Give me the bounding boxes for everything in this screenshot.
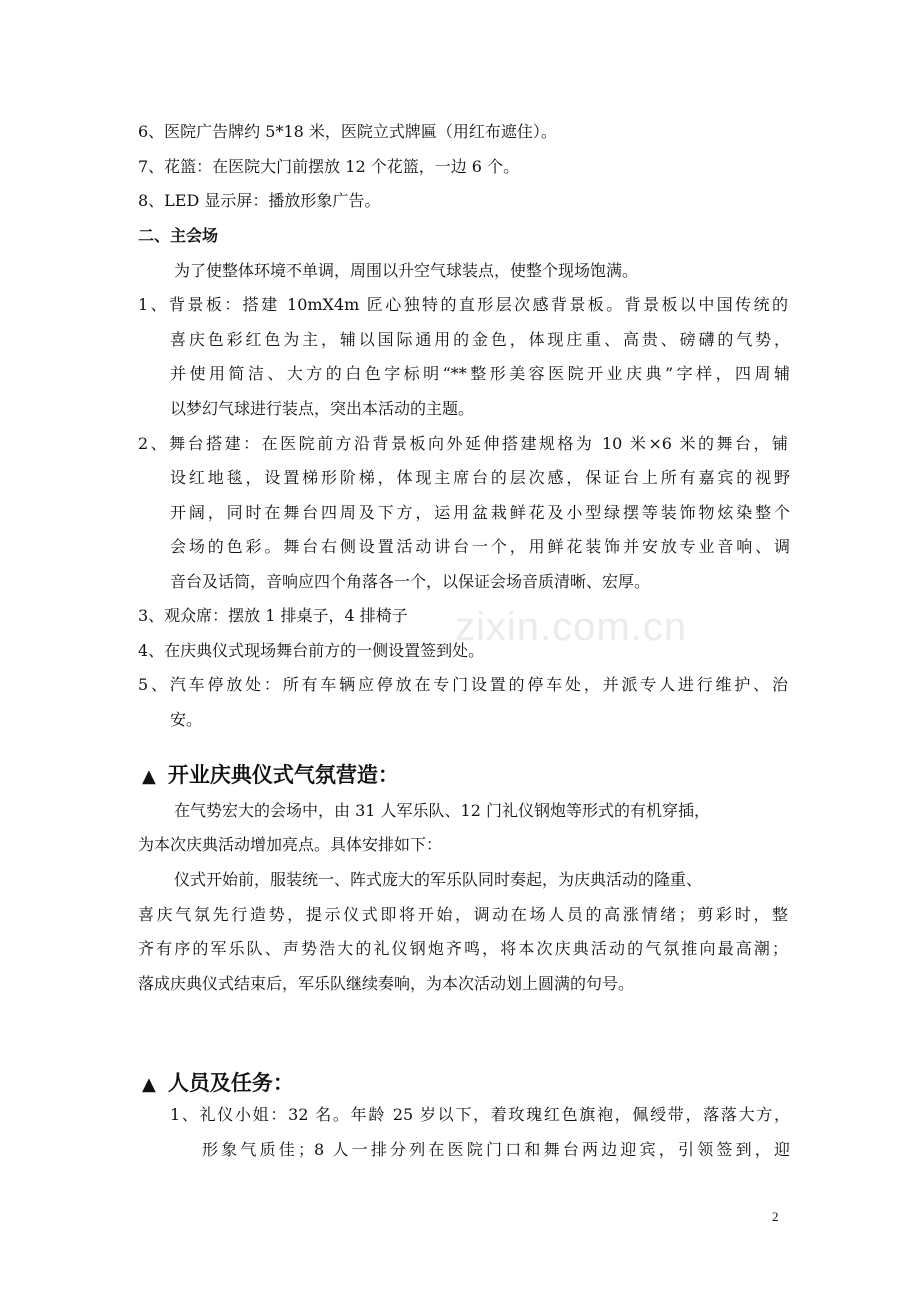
item-2-stage-line4: 会场的色彩。舞台右侧设置活动讲台一个，用鲜花装饰并安放专业音响、调: [170, 537, 790, 556]
item-2-stage-line5: 音台及话筒，音响应四个角落各一个，以保证会场音质清晰、宏厚。: [170, 572, 651, 591]
atmosphere-para2-line1: 仪式开始前，服装统一、阵式庞大的军乐队同时奏起，为庆典活动的隆重、: [174, 870, 703, 889]
item-7-flower-baskets: 7、花篮：在医院大门前摆放 12 个花篮，一边 6 个。: [138, 157, 520, 176]
item-1-backdrop-line3: 并使用简洁、大方的白色字标明“**整形美容医院开业庆典”字样，四周辅: [170, 364, 790, 383]
heading-staff: [142, 1070, 294, 1098]
heading-staff-text: 人员及任务：: [167, 1071, 294, 1095]
triangle-icon: ▲: [142, 766, 156, 787]
item-1-backdrop-line1: 1、背景板：搭建 10mX4m 匠心独特的直形层次感背景板。背景板以中国传统的: [138, 295, 788, 314]
item-4-sign-in: 4、在庆典仪式现场舞台前方的一侧设置签到处。: [138, 641, 485, 660]
watermark: zixin.com.cn: [455, 605, 688, 649]
item-1-backdrop-line4: 以梦幻气球进行装点，突出本活动的主题。: [170, 399, 475, 418]
item-2-stage-line1: 2、舞台搭建：在医院前方沿背景板向外延伸搭建规格为 10 米×6 米的舞台，铺: [138, 434, 788, 453]
item-2-stage-line2: 设红地毯，设置梯形阶梯，体现主席台的层次感，保证台上所有嘉宾的视野: [170, 468, 790, 487]
atmosphere-para1-line2: 为本次庆典活动增加亮点。具体安排如下：: [138, 835, 443, 854]
atmosphere-para1-line1: 在气势宏大的会场中，由 31 人军乐队、12 门礼仪钢炮等形式的有机穿插，: [174, 801, 710, 820]
atmosphere-para2-line4: 落成庆典仪式结束后，军乐队继续奏响，为本次活动划上圆满的句号。: [138, 974, 635, 993]
item-8-led-screen: 8、LED 显示屏：播放形象广告。: [138, 191, 381, 210]
atmosphere-para2-line2: 喜庆气氛先行造势，提示仪式即将开始，调动在场人员的高涨情绪；剪彩时，整: [138, 905, 788, 924]
item-1-backdrop-line2: 喜庆色彩红色为主，辅以国际通用的金色，体现庄重、高贵、磅礴的气势，: [170, 330, 790, 349]
item-3-audience: 3、观众席：摆放 1 排桌子，4 排椅子: [138, 606, 408, 625]
staff-item-1-line2: 形象气质佳；8 人一排分列在医院门口和舞台两边迎宾，引领签到，迎: [202, 1140, 790, 1159]
item-5-parking-line1: 5、汽车停放处：所有车辆应停放在专门设置的停车处，并派专人进行维护、治: [138, 675, 788, 694]
staff-item-1-line1: 1、礼仪小姐：32 名。年龄 25 岁以下，着玫瑰红色旗袍，佩绶带，落落大方，: [170, 1105, 790, 1124]
paragraph-intro: 为了使整体环境不单调，周围以升空气球装点，使整个现场饱满。: [174, 261, 639, 280]
section-title-main-venue: 二、主会场: [138, 226, 219, 245]
item-2-stage-line3: 开阔，同时在舞台四周及下方，运用盆栽鲜花及小型绿摆等装饰物炫染整个: [170, 503, 790, 522]
item-6-signboard: 6、医院广告牌约 5*18 米，医院立式牌匾（用红布遮住）。: [138, 122, 557, 141]
triangle-icon: ▲: [142, 1074, 156, 1095]
heading-atmosphere: [142, 762, 399, 790]
page-number: 2: [772, 1209, 779, 1224]
heading-atmosphere-text: 开业庆典仪式气氛营造：: [167, 763, 399, 787]
item-5-parking-line2: 安。: [170, 710, 203, 729]
atmosphere-para2-line3: 齐有序的军乐队、声势浩大的礼仪钢炮齐鸣，将本次庆典活动的气氛推向最高潮；: [138, 939, 788, 958]
